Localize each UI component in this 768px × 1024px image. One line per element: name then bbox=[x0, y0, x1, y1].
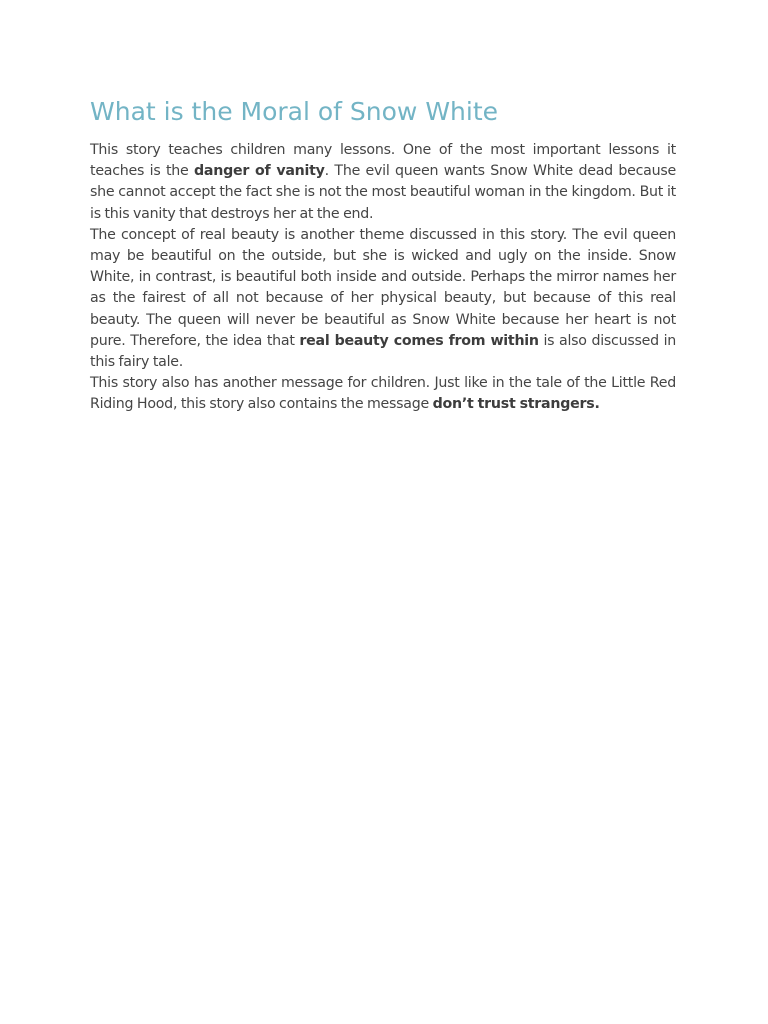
paragraph-2-text-end: is also discussed in this fairy tale. bbox=[90, 332, 676, 371]
paragraph-1 bbox=[90, 140, 676, 225]
paragraph-2-emphasis: real beauty comes from within bbox=[299, 332, 539, 349]
paragraph-3 bbox=[90, 373, 676, 415]
article bbox=[90, 94, 676, 416]
paragraph-3-text-start: This story also has another message for children. Just like in the tale of the Little Red Riding Hood, this story also contains the message bbox=[90, 375, 676, 413]
paragraph-3-emphasis: don’t trust strangers. bbox=[432, 396, 600, 413]
paragraph-1-emphasis: danger of vanity bbox=[193, 163, 325, 180]
paragraph-1-text-end: . The evil queen wants Snow White dead because she cannot accept the fact she is not the most beautiful woman in the kingdom. But it is this vanity that destroys her at the end. bbox=[90, 163, 676, 222]
paragraph-2-text-start: The concept of real beauty is another theme discussed in this story. The evil queen may be beautiful on the outside, but she is wicked and ugly on the inside. Snow White, in contrast, is beautiful both inside and outside. Perhaps the mirror names her as the fairest of all not because of her physical beauty, but because of this real beauty. The queen will never be beautiful as Snow White because her heart is not pure. Therefore, the idea that bbox=[90, 226, 676, 349]
paragraph-1-text-start: This story teaches children many lessons. One of the most important lessons it teaches is the bbox=[90, 142, 676, 180]
paragraph-2 bbox=[90, 225, 676, 373]
page-title: What is the Moral of Snow White bbox=[90, 97, 499, 126]
